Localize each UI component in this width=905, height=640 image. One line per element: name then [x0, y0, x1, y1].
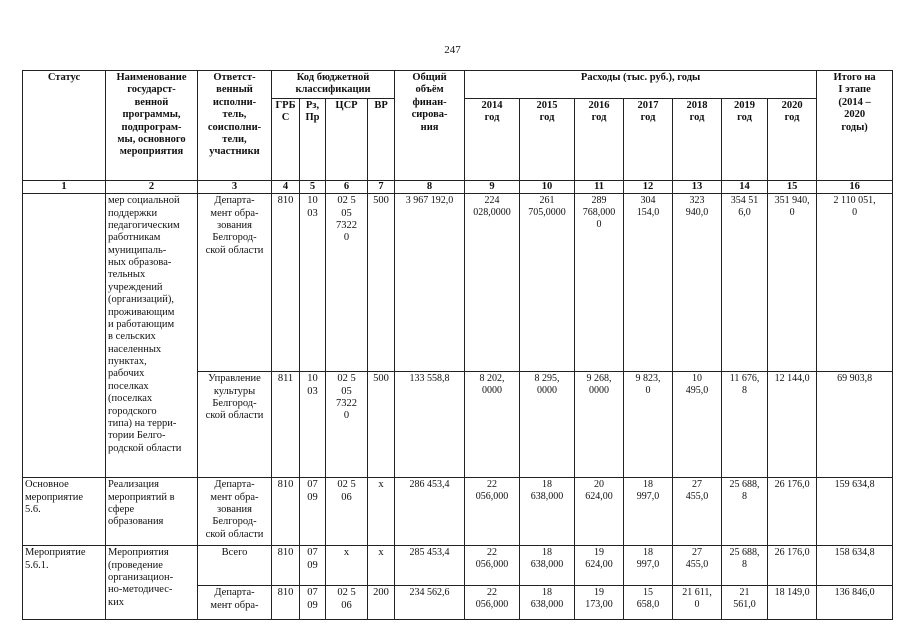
column-number: 8 [395, 180, 465, 193]
row-stage-total: 136 846,0 [817, 586, 893, 620]
row-year-value: 22 056,000 [465, 478, 520, 546]
row-year-value: 18 149,0 [768, 586, 817, 620]
row-year-value: 8 295, 0000 [520, 372, 575, 478]
row-year-value: 21 611, 0 [673, 586, 722, 620]
row-year-value: 323 940,0 [673, 194, 722, 372]
column-number: 7 [368, 180, 395, 193]
row-year-value: 12 144,0 [768, 372, 817, 478]
row-program-name: Реализация мероприятий в сфере образования [106, 478, 198, 546]
row-vr: х [368, 478, 395, 546]
header-executor: Ответст- венный исполни- тель, соисполни- тели, участники [198, 71, 272, 181]
row-year-value: 11 676, 8 [722, 372, 768, 478]
row-grbs: 810 [272, 586, 300, 620]
row-year-value: 18 997,0 [624, 478, 673, 546]
row-year-value: 351 940, 0 [768, 194, 817, 372]
column-number: 13 [673, 180, 722, 193]
row-total-funding: 285 453,4 [395, 546, 465, 586]
column-number: 16 [817, 180, 893, 193]
row-vr: 500 [368, 194, 395, 372]
row-year-value: 19 173,00 [575, 586, 624, 620]
row-rz: 07 09 [300, 546, 326, 586]
column-number: 11 [575, 180, 624, 193]
row-program-name: мер социальной поддержки педагогическим работникам муниципаль- ных образова- тельных учреждений (организаций), проживающим и работающим в сельских населенных пунктах, рабочих поселках (поселках городского типа) на терри- тории Белго- родской области [106, 194, 198, 478]
row-year-value: 20 624,00 [575, 478, 624, 546]
column-number: 5 [300, 180, 326, 193]
column-number: 3 [198, 180, 272, 193]
column-number: 6 [326, 180, 368, 193]
row-rz: 07 09 [300, 478, 326, 546]
row-year-value: 21 561,0 [722, 586, 768, 620]
header-year-2016: 2016 год [575, 98, 624, 180]
row-year-value: 26 176,0 [768, 478, 817, 546]
row-executor: Всего [198, 546, 272, 586]
row-year-value: 18 997,0 [624, 546, 673, 586]
row-csr: 02 5 05 7322 0 [326, 194, 368, 372]
row-grbs: 810 [272, 478, 300, 546]
row-executor: Департа- мент обра- зования Белгород- ской области [198, 478, 272, 546]
row-year-value: 8 202, 0000 [465, 372, 520, 478]
row-vr: х [368, 546, 395, 586]
row-status: Основное мероприятие 5.6. [23, 478, 106, 546]
row-year-value: 18 638,000 [520, 586, 575, 620]
row-grbs: 811 [272, 372, 300, 478]
row-total-funding: 286 453,4 [395, 478, 465, 546]
header-status: Статус [23, 71, 106, 181]
row-year-value: 25 688, 8 [722, 478, 768, 546]
row-year-value: 304 154,0 [624, 194, 673, 372]
header-rz: Рз, Пр [300, 98, 326, 180]
row-year-value: 22 056,000 [465, 586, 520, 620]
table-row [23, 546, 893, 586]
row-year-value: 26 176,0 [768, 546, 817, 586]
row-program-name: Мероприятия (проведение организацион- но-методичес- ких [106, 546, 198, 620]
row-executor: Департа- мент обра- [198, 586, 272, 620]
header-year-2019: 2019 год [722, 98, 768, 180]
header-year-2018: 2018 год [673, 98, 722, 180]
row-year-value: 10 495,0 [673, 372, 722, 478]
column-number: 9 [465, 180, 520, 193]
row-rz: 10 03 [300, 194, 326, 372]
row-year-value: 27 455,0 [673, 546, 722, 586]
budget-table [22, 70, 893, 620]
row-stage-total: 158 634,8 [817, 546, 893, 586]
row-stage-total: 2 110 051, 0 [817, 194, 893, 372]
row-grbs: 810 [272, 546, 300, 586]
column-number: 10 [520, 180, 575, 193]
row-year-value: 9 823, 0 [624, 372, 673, 478]
row-status [23, 194, 106, 478]
header-expenses: Расходы (тыс. руб.), годы [465, 71, 817, 99]
row-stage-total: 159 634,8 [817, 478, 893, 546]
row-csr: х [326, 546, 368, 586]
row-year-value: 354 51 6,0 [722, 194, 768, 372]
row-vr: 500 [368, 372, 395, 478]
row-total-funding: 234 562,6 [395, 586, 465, 620]
column-number: 12 [624, 180, 673, 193]
row-total-funding: 133 558,8 [395, 372, 465, 478]
column-number: 1 [23, 180, 106, 193]
row-year-value: 18 638,000 [520, 478, 575, 546]
table-row [23, 194, 893, 372]
row-year-value: 25 688, 8 [722, 546, 768, 586]
row-executor: Департа- мент обра- зования Белгород- ской области [198, 194, 272, 372]
header-year-2014: 2014 год [465, 98, 520, 180]
header-stage-total: Итого на I этапе (2014 – 2020 годы) [817, 71, 893, 181]
column-number: 15 [768, 180, 817, 193]
header-year-2015: 2015 год [520, 98, 575, 180]
header-grbs: ГРБ С [272, 98, 300, 180]
row-executor: Управление культуры Белгород- ской области [198, 372, 272, 478]
row-year-value: 19 624,00 [575, 546, 624, 586]
row-year-value: 27 455,0 [673, 478, 722, 546]
table-row [23, 478, 893, 546]
row-rz: 10 03 [300, 372, 326, 478]
row-year-value: 15 658,0 [624, 586, 673, 620]
column-number: 2 [106, 180, 198, 193]
column-number-row [23, 180, 893, 193]
row-rz: 07 09 [300, 586, 326, 620]
row-csr: 02 5 05 7322 0 [326, 372, 368, 478]
header-name: Наименование государст- венной программы, подпрограм- мы, основного мероприятия [106, 71, 198, 181]
row-grbs: 810 [272, 194, 300, 372]
row-year-value: 9 268, 0000 [575, 372, 624, 478]
row-csr: 02 5 06 [326, 586, 368, 620]
row-year-value: 18 638,000 [520, 546, 575, 586]
column-number: 14 [722, 180, 768, 193]
header-year-2017: 2017 год [624, 98, 673, 180]
page-number: 247 [444, 44, 461, 56]
row-vr: 200 [368, 586, 395, 620]
row-stage-total: 69 903,8 [817, 372, 893, 478]
header-csr: ЦСР [326, 98, 368, 180]
row-year-value: 22 056,000 [465, 546, 520, 586]
header-total-funding: Общий объём финан- сирова- ния [395, 71, 465, 181]
row-total-funding: 3 967 192,0 [395, 194, 465, 372]
row-year-value: 261 705,0000 [520, 194, 575, 372]
row-csr: 02 5 06 [326, 478, 368, 546]
row-status: Мероприятие 5.6.1. [23, 546, 106, 620]
column-number: 4 [272, 180, 300, 193]
header-year-2020: 2020 год [768, 98, 817, 180]
header-budget-code: Код бюджетной классификации [272, 71, 395, 99]
header-vr: ВР [368, 98, 395, 180]
row-year-value: 289 768,000 0 [575, 194, 624, 372]
row-year-value: 224 028,0000 [465, 194, 520, 372]
